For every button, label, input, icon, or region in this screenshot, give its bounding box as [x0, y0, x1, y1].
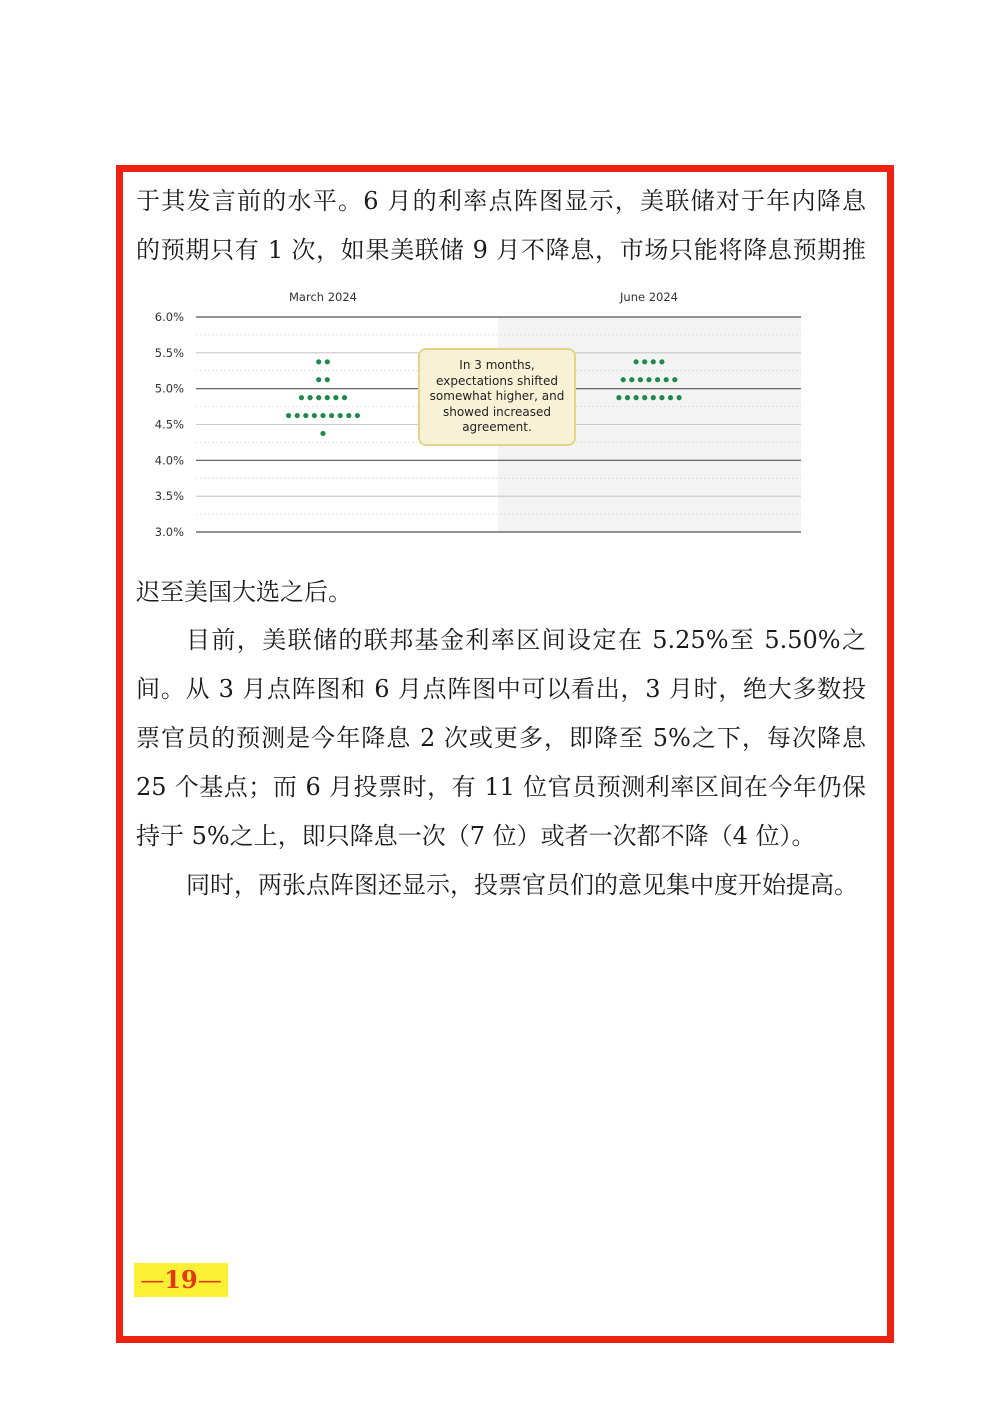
dot-plot-point [629, 377, 634, 382]
y-tick-label: 6.0% [154, 310, 184, 324]
dot-plot-point [329, 413, 334, 418]
dot-plot-point [316, 359, 321, 364]
dot-plot-point [338, 413, 343, 418]
dot-plot-point [325, 395, 330, 400]
y-tick-label: 5.5% [154, 345, 184, 360]
dot-plot-point [672, 377, 677, 382]
dot-plot-point [312, 413, 317, 418]
dot-plot-point [320, 431, 325, 436]
dot-plot-point [659, 395, 664, 400]
page-number-dash-right: — [197, 1266, 222, 1294]
paragraph-2: 目前，美联储的联邦基金利率区间设定在 5.25%至 5.50%之间。从 3 月点阵图和 6 月点阵图中可以看出，3 月时，绝大多数投票官员的预测是今年降息 2 次或更多，即降至 5%之下，每次降息 25 个基点；而 6 月投票时，有 11 位官员预测利率区间在今年仍保持于 5%之上，即只降息一次（7 位）或者一次都不降（4 位）。 [136, 626, 866, 850]
dot-plot-point [677, 395, 682, 400]
dot-plot-point [621, 377, 626, 382]
dot-plot-point [342, 395, 347, 400]
dot-plot-point [651, 395, 656, 400]
y-tick-label: 3.0% [154, 525, 184, 539]
paragraph-line-3: 迟至美国大选之后。 [136, 578, 352, 606]
dot-plot-point [316, 377, 321, 382]
dot-plot-point [638, 377, 643, 382]
paragraph-3: 同时，两张点阵图还显示，投票官员们的意见集中度开始提高。 [186, 871, 858, 899]
panel-label: June 2024 [620, 290, 678, 304]
dot-plot-point [634, 359, 639, 364]
dot-plot-point [299, 395, 304, 400]
dot-plot-point [325, 359, 330, 364]
dot-plot-point [286, 413, 291, 418]
dot-plot-point [325, 377, 330, 382]
paragraph-line-2: 的预期只有 1 次，如果美联储 9 月不降息，市场只能将降息预期推 [136, 236, 866, 264]
dot-plot-point [651, 359, 656, 364]
dot-plot-point [664, 377, 669, 382]
page-number-badge [134, 1263, 228, 1297]
dot-plot-point [308, 395, 313, 400]
paragraph-line-1: 于其发言前的水平。6 月的利率点阵图显示，美联储对于年内降息 [136, 187, 866, 215]
dot-plot-point [668, 395, 673, 400]
chart-annotation: In 3 months, expectations shifted somewhat higher, and showed increased agreement. [418, 348, 576, 446]
dot-plot-chart [136, 283, 816, 545]
dot-plot-point [333, 395, 338, 400]
page-number: 19 [164, 1265, 198, 1294]
dot-plot-point [655, 377, 660, 382]
dot-plot-point [642, 359, 647, 364]
page-number-dash-left: — [140, 1266, 165, 1294]
y-tick-label: 4.5% [154, 417, 184, 432]
y-tick-label: 5.0% [154, 381, 184, 396]
dot-plot-point [616, 395, 621, 400]
dot-plot-point [634, 395, 639, 400]
dot-plot-point [303, 413, 308, 418]
panel-label: March 2024 [289, 290, 357, 304]
dot-plot-point [346, 413, 351, 418]
dot-plot-point [642, 395, 647, 400]
dot-plot-point [625, 395, 630, 400]
y-tick-label: 4.0% [154, 453, 184, 468]
dot-plot-point [355, 413, 360, 418]
dot-plot-point [646, 377, 651, 382]
dot-plot-point [320, 413, 325, 418]
dot-plot-point [659, 359, 664, 364]
y-tick-label: 3.5% [154, 489, 184, 504]
dot-plot-point [316, 395, 321, 400]
dot-plot-point [295, 413, 300, 418]
